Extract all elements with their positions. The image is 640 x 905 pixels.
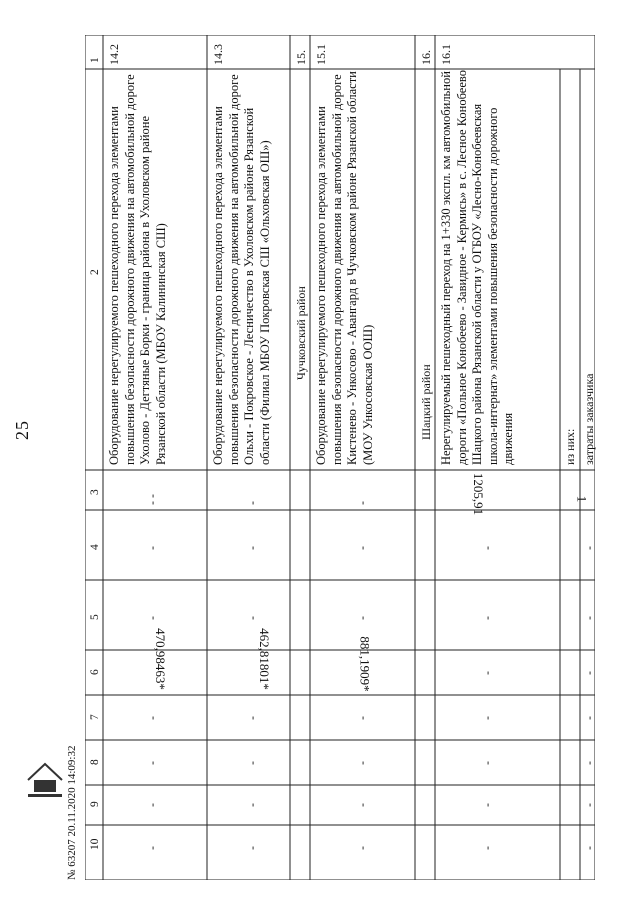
- cell-c7: -: [355, 716, 369, 720]
- row-description: затраты заказчика: [582, 373, 596, 465]
- row-description: Нерегулируемый пешеходный переход на 1+330 экспл. км автомобильной дороги «Польное Конобеево - Завидное - Кермись» в с. Лесное Конобеево Шацкого района Рязанской области у ОГБОУ «Лесно-Конобеевская школа-интернат» элементами повышения безопасности дорожного движения: [439, 70, 516, 465]
- header-col-10: 10: [89, 838, 101, 850]
- rotated-table: [85, 35, 595, 880]
- row-id: 16.1: [439, 44, 453, 65]
- cell-c9: -: [145, 803, 159, 807]
- header-col-7: 7: [89, 714, 101, 720]
- cell-c9: -: [582, 803, 596, 807]
- header-col-2: 2: [89, 269, 101, 275]
- cell-c9: -: [355, 803, 369, 807]
- cell-c8: -: [582, 761, 596, 765]
- row-id: 15.1: [314, 44, 328, 65]
- cell-c5: -: [355, 616, 369, 620]
- cell-c5: -: [145, 616, 159, 620]
- section-title: Шацкий район: [419, 364, 433, 440]
- footer-registration: № 63207 20.11.2020 14:09:32: [66, 745, 78, 880]
- row-id: 14.3: [211, 44, 225, 65]
- cell-c8: -: [355, 761, 369, 765]
- cell-c5: -: [582, 616, 596, 620]
- cell-c7: -: [245, 716, 259, 720]
- cell-c4: -: [480, 546, 494, 550]
- cell-c5: -: [480, 616, 494, 620]
- cell-c3: 1: [574, 495, 590, 503]
- cell-c3: - -: [145, 494, 159, 505]
- cell-c8: -: [145, 761, 159, 765]
- row-description: Оборудование нерегулируемого пешеходного перехода элементами повышения безопасности дорожного движения на автомобильной дороге Ольхи - Покровское - Лесничество в Ухоловском районе Рязанской области (Филиал МБОУ Покровская СШ «Ольховская ОШ»): [211, 74, 272, 465]
- cell-c6: -: [480, 671, 494, 675]
- cell-c7: -: [145, 716, 159, 720]
- cell-c6: 470,98463*: [152, 628, 168, 690]
- header-col-5: 5: [89, 614, 101, 620]
- cell-c4: -: [355, 546, 369, 550]
- header-col-9: 9: [89, 801, 101, 807]
- cell-c8: -: [245, 761, 259, 765]
- cell-c7: -: [582, 716, 596, 720]
- header-col-6: 6: [89, 669, 101, 675]
- cell-c4: -: [145, 546, 159, 550]
- cell-c9: -: [245, 803, 259, 807]
- cell-c3: 1205,91: [471, 472, 487, 516]
- cell-c7: -: [480, 716, 494, 720]
- cell-c3: -: [245, 501, 259, 505]
- cell-c6: 462,81801*: [256, 628, 272, 690]
- cell-c10: -: [480, 846, 494, 850]
- cell-c10: -: [145, 846, 159, 850]
- row-id: 14.2: [107, 44, 121, 65]
- seal-icon: [20, 758, 70, 803]
- header-col-1: 1: [89, 57, 101, 63]
- cell-c4: -: [582, 546, 596, 550]
- cell-c10: -: [245, 846, 259, 850]
- cell-c8: -: [480, 761, 494, 765]
- row-description: Оборудование нерегулируемого пешеходного перехода элементами повышения безопасности дорожного движения на автомобильной дороге Кистенево - Ункосово - Авангард в Чучковском районе Рязанской области (МОУ Ункосовская ООШ): [314, 71, 375, 465]
- cell-c10: -: [355, 846, 369, 850]
- row-description: Оборудование нерегулируемого пешеходного перехода элементами повышения безопасности дорожного движения на автомобильной дороге Ухолово - Дегтяные Борки - граница района в Ухоловском районе Рязанской области (МБОУ Калининская СШ): [107, 74, 168, 465]
- cell-c9: -: [480, 803, 494, 807]
- row-id: 16.: [419, 50, 433, 65]
- cell-c10: -: [582, 846, 596, 850]
- cell-c3: -: [355, 501, 369, 505]
- page-number: 25: [12, 420, 32, 440]
- cell-c4: -: [245, 546, 259, 550]
- cell-c6: 881,1909*: [357, 636, 373, 692]
- row-description: из них:: [563, 428, 577, 465]
- header-col-8: 8: [89, 759, 101, 765]
- header-col-3: 3: [89, 489, 101, 495]
- section-title: Чучковский район: [294, 286, 308, 380]
- header-col-4: 4: [89, 544, 101, 550]
- cell-c5: -: [245, 616, 259, 620]
- cell-c6: -: [582, 671, 596, 675]
- row-id: 15.: [294, 50, 308, 65]
